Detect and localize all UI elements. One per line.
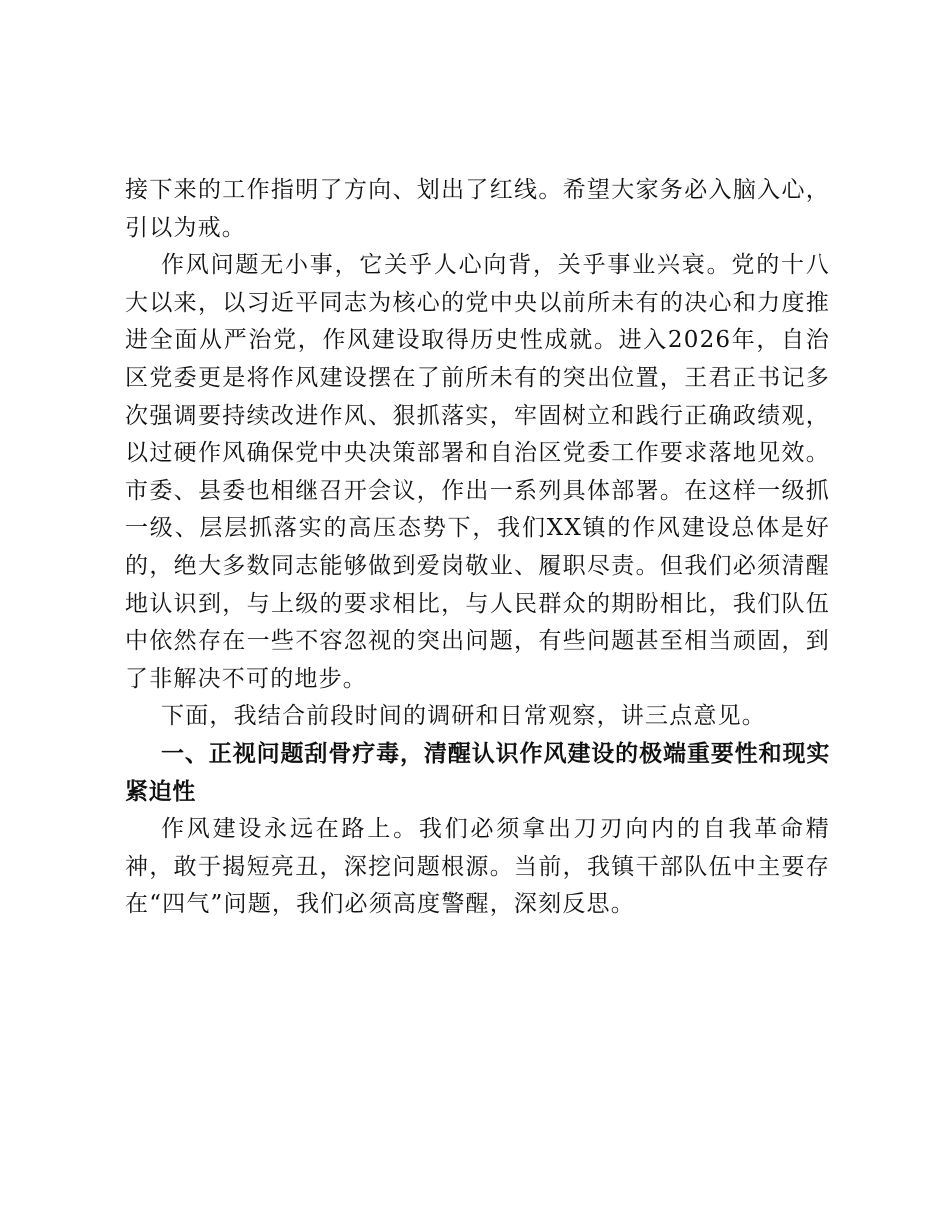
document-page	[125, 172, 830, 924]
section-heading-one: 一、正视问题刮骨疗毒，清醒认识作风建设的极端重要性和现实紧迫性	[125, 740, 830, 805]
paragraph-work-style-background: 作风问题无小事，它关乎人心向背，关乎事业兴衰。党的十八大以来，以习近平同志为核心的党中央以前所未有的决心和力度推进全面从严治党，作风建设取得历史性成就。进入2026年，自治区党委更是将作风建设摆在了前所未有的突出位置，王君正书记多次强调要持续改进作风、狠抓落实，牢固树立和践行正确政绩观，以过硬作风确保党中央决策部署和自治区党委工作要求落地见效。市委、县委也相继召开会议，作出一系列具体部署。在这样一级抓一级、层层抓落实的高压态势下，我们XX镇的作风建设总体是好的，绝大多数同志能够做到爱岗敬业、履职尽责。但我们必须清醒地认识到，与上级的要求相比，与人民群众的期盼相比，我们队伍中依然存在一些不容忽视的突出问题，有些问题甚至相当顽固，到了非解决不可的地步。	[125, 252, 830, 692]
paragraph-intro-continuation: 接下来的工作指明了方向、划出了红线。希望大家务必入脑入心，引以为戒。	[125, 177, 830, 241]
paragraph-section-one-body: 作风建设永远在路上。我们必须拿出刀刃向内的自我革命精神，敢于揭短亮丑，深挖问题根源。当前，我镇干部队伍中主要存在“四气”问题，我们必须高度警醒，深刻反思。	[125, 816, 830, 918]
paragraph-three-points-intro: 下面，我结合前段时间的调研和日常观察，讲三点意见。	[161, 703, 766, 730]
